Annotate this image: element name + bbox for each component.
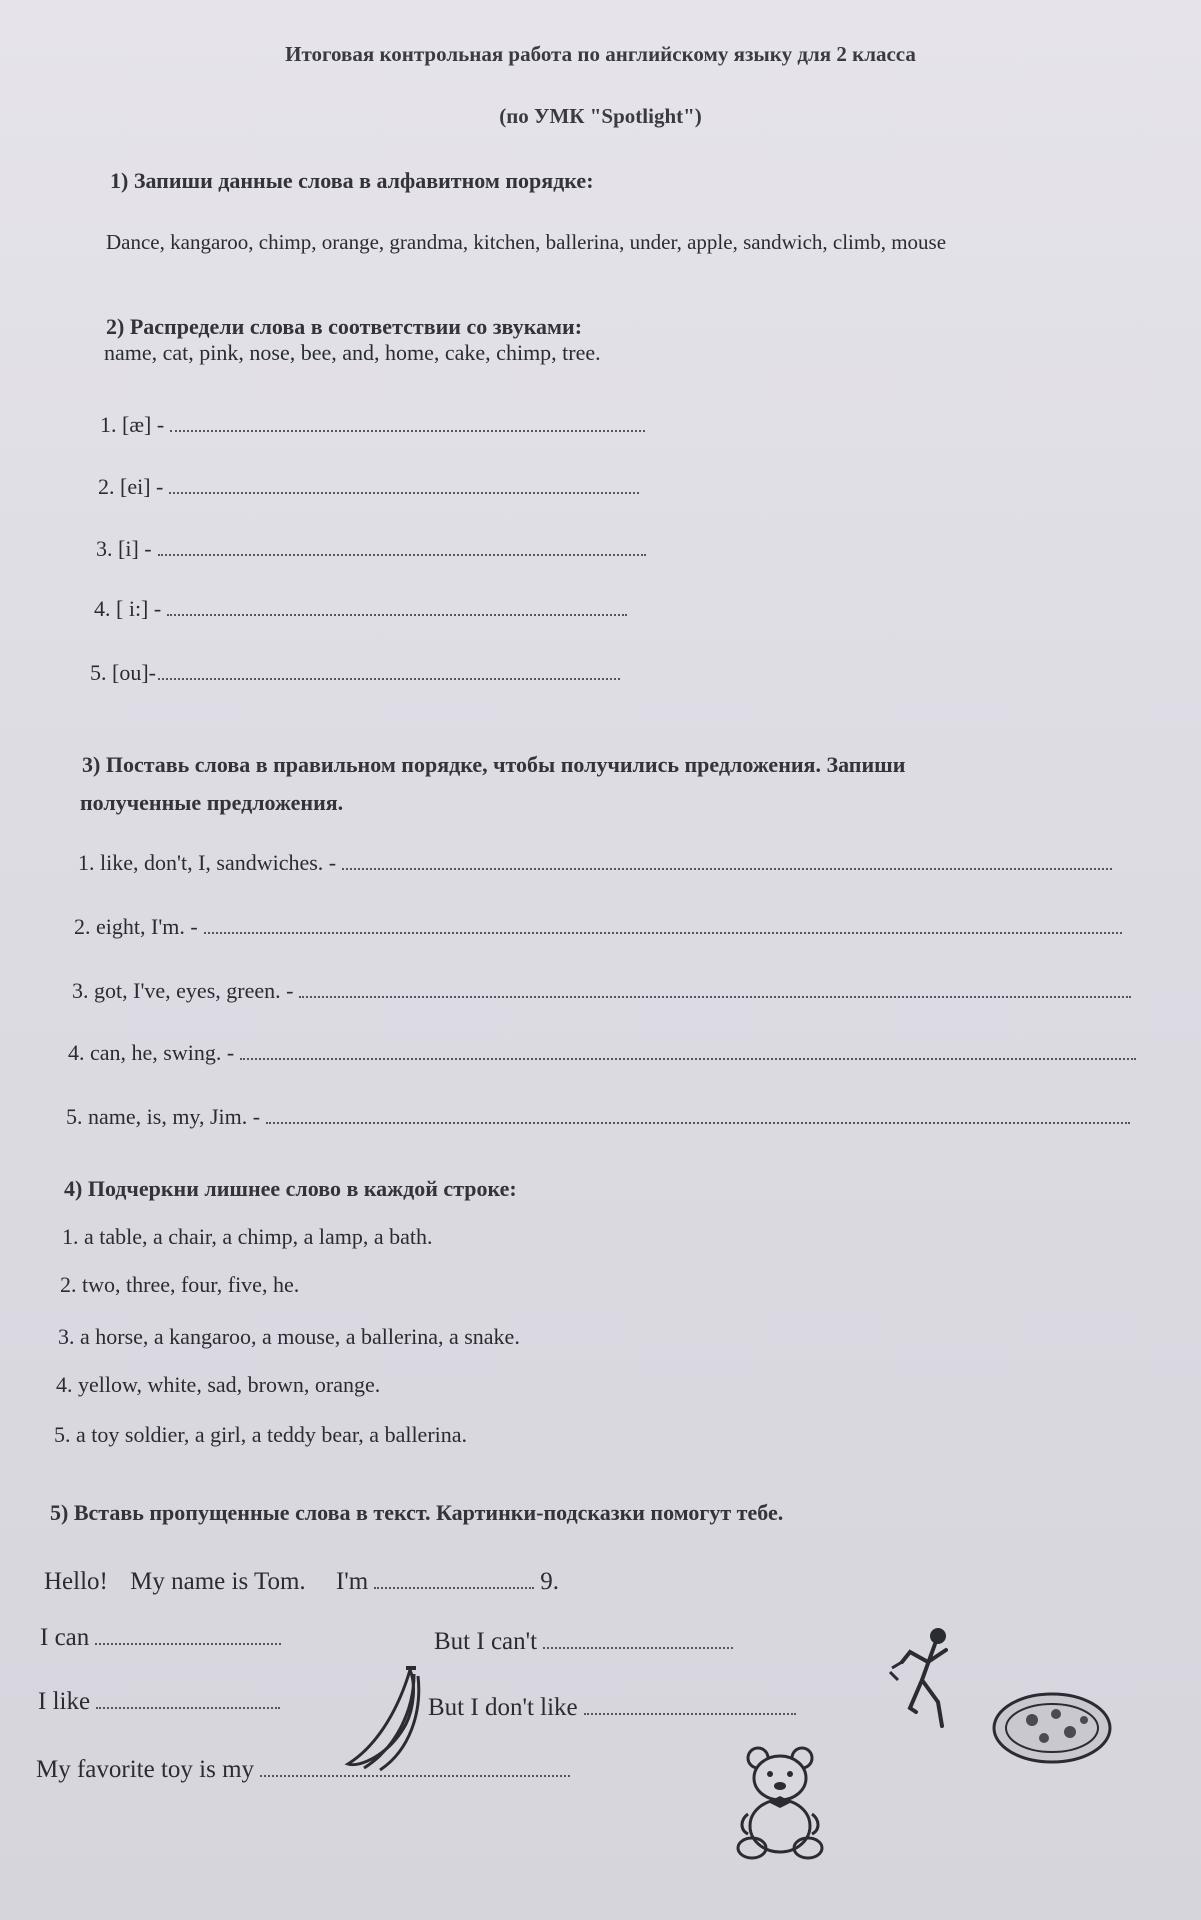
task2-item-label: 4. [ i:] - [94,596,162,621]
pizza-icon [990,1688,1120,1768]
task2-item-1 [100,412,645,438]
task3-item-label: 3. got, I've, eyes, green. - [72,978,294,1003]
hello-text: Hello! [44,1568,108,1595]
answer-line[interactable] [584,1712,796,1715]
climbing-figure-icon [880,1622,970,1732]
task5-line-2b [434,1628,733,1656]
task2-item-4 [94,596,627,622]
answer-line[interactable] [167,613,627,616]
answer-line[interactable] [240,1057,1136,1060]
task4-item-1: 1. a table, a chair, a chimp, a lamp, a bath. [62,1224,433,1249]
bananas-icon [340,1664,430,1774]
answer-line[interactable] [158,553,646,556]
task3-heading-line1: 3) Поставь слова в правильном порядке, чтобы получились предложения. Запиши [82,752,906,777]
answer-line[interactable] [204,931,1122,934]
task2-item-label: 2. [ei] - [98,474,164,499]
task5-line-2 [40,1624,281,1652]
answer-line[interactable] [543,1646,733,1649]
task2-item-label: 5. [ou]- [90,660,156,685]
but-i-cant-text: But I can't [434,1628,538,1655]
worksheet-title: Итоговая контрольная работа по английскому языку для 2 класса [285,42,916,66]
answer-line[interactable] [169,491,639,494]
task5-heading: 5) Вставь пропущенные слова в текст. Картинки-подсказки помогут тебе. [50,1500,784,1525]
task2-item-label: 3. [i] - [96,536,152,561]
i-like-text: I like [38,1688,91,1715]
worksheet-subtitle: (по УМК "Spotlight") [499,104,702,128]
task2-item-5 [90,660,620,686]
teddy-bear-icon [730,1744,830,1860]
answer-line[interactable] [96,1706,280,1709]
task3-item-5 [66,1104,1130,1130]
answer-line[interactable] [260,1774,570,1777]
task4-item-5: 5. a toy soldier, a girl, a teddy bear, a ballerina. [54,1422,468,1447]
task2-words: name, cat, pink, nose, bee, and, home, cake, chimp, tree. [104,340,601,365]
task2-item-3 [96,536,646,562]
task4-heading: 4) Подчеркни лишнее слово в каждой строке: [64,1176,517,1201]
answer-line[interactable] [95,1642,281,1645]
task3-item-2 [74,914,1122,940]
answer-line[interactable] [374,1586,534,1589]
task3-item-3 [72,978,1131,1004]
task2-item-2 [98,474,639,500]
answer-line[interactable] [266,1121,1130,1124]
task5-line-3b [428,1694,796,1722]
task3-heading-line2: полученные предложения. [80,790,344,815]
task3-item-label: 4. can, he, swing. - [68,1040,235,1065]
task1-heading: 1) Запиши данные слова в алфавитном порядке: [110,168,594,193]
task2-heading: 2) Распредели слова в соответствии со звуками: [106,314,583,339]
task3-item-label: 5. name, is, my, Jim. - [66,1104,261,1129]
task3-item-4 [68,1040,1136,1066]
task4-item-3: 3. a horse, a kangaroo, a mouse, a ballerina, a snake. [58,1324,520,1349]
i-can-text: I can [40,1624,90,1651]
answer-line[interactable] [299,995,1131,998]
answer-line[interactable] [170,429,645,432]
answer-line[interactable] [342,867,1112,870]
task3-item-1 [78,850,1112,876]
im-text: I'm [335,1568,369,1595]
task4-item-2: 2. two, three, four, five, he. [60,1272,300,1297]
age-text: 9. [540,1568,559,1595]
task3-item-label: 1. like, don't, I, sandwiches. - [78,850,337,875]
favorite-toy-text: My favorite toy is my [36,1756,255,1783]
task3-item-label: 2. eight, I'm. - [74,914,198,939]
task1-words: Dance, kangaroo, chimp, orange, grandma, kitchen, ballerina, under, apple, sandwich, climb, mouse [106,230,947,254]
name-text: My name is Tom. [130,1568,306,1595]
task4-item-4: 4. yellow, white, sad, brown, orange. [56,1372,381,1397]
answer-line[interactable] [158,677,620,680]
but-i-dont-like-text: But I don't like [428,1694,578,1721]
task5-line-4 [36,1756,570,1784]
task5-line-3 [38,1688,280,1716]
task2-item-label: 1. [æ] - [100,412,165,437]
task5-line-1 [44,1568,559,1596]
